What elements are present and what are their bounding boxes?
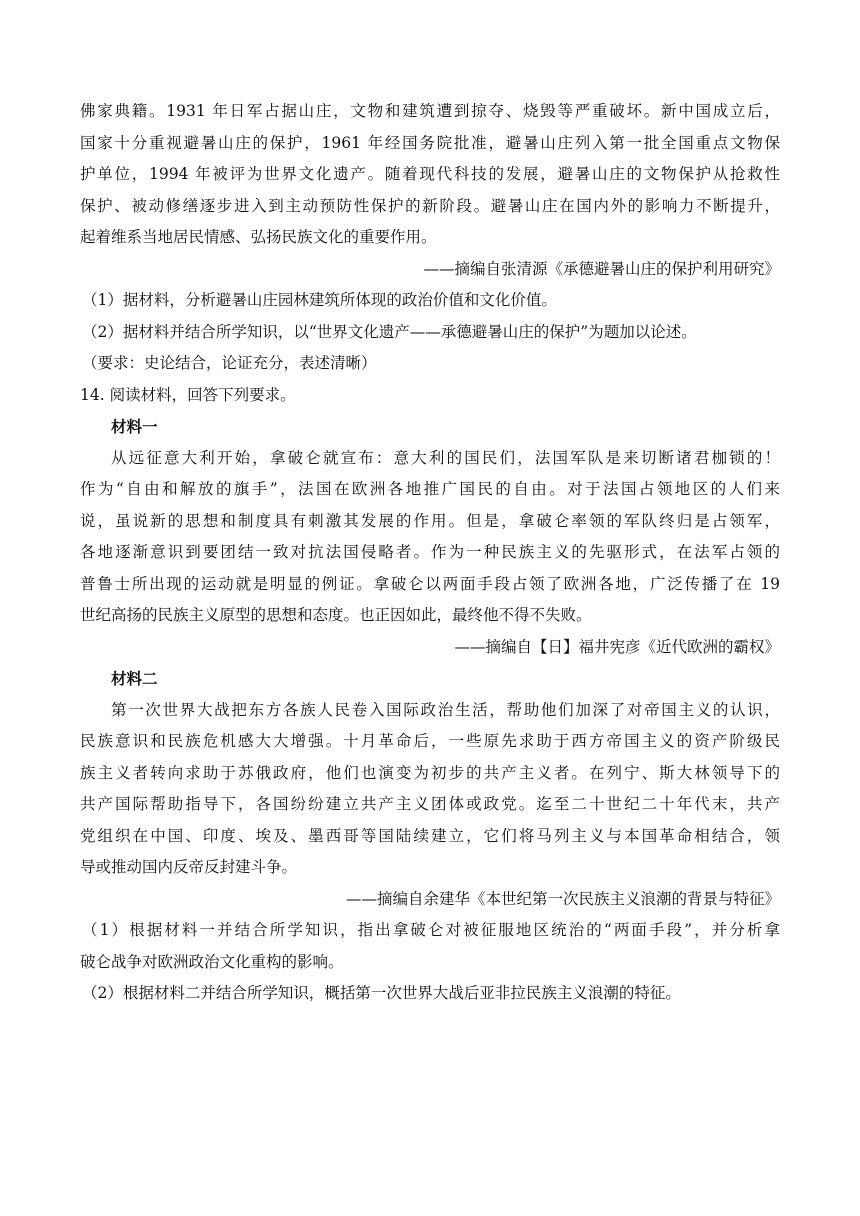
paragraph-line: 佛家典籍。1931 年日军占据山庄，文物和建筑遭到掠夺、烧毁等严重破坏。新中国成立后，	[80, 102, 780, 120]
paragraph-line: 普鲁士所出现的运动就是明显的例证。拿破仑以两面手段占领了欧洲各地，广泛传播了在 19	[80, 574, 780, 593]
paragraph-line: 保护、被动修缮逐步进入到主动预防性保护的新阶段。避暑山庄在国内外的影响力不断提升，	[80, 196, 780, 215]
question-13-1: （1）据材料，分析避暑山庄园林建筑所体现的政治价值和文化价值。	[82, 291, 557, 309]
paragraph-line: 起着维系当地居民情感、弘扬民族文化的重要作用。	[80, 228, 437, 246]
material-1-text	[80, 443, 780, 632]
source-citation: ——摘编自【日】福井宪彦《近代欧洲的霸权》	[454, 637, 780, 656]
question-14-2: （2）根据材料二并结合所学知识，概括第一次世界大战后亚非拉民族主义浪潮的特征。	[82, 984, 681, 1002]
source-citation: ——摘编自余建华《本世纪第一次民族主义浪潮的背景与特征》	[345, 889, 780, 908]
paragraph-line: 各地逐渐意识到要团结一致对抗法国侵略者。作为一种民族主义的先驱形式，在法军占领的	[80, 543, 780, 561]
paragraph-line: 作为“自由和解放的旗手”，法国在欧洲各地推广国民的自由。对于法国占领地区的人们来	[80, 480, 780, 498]
paragraph-line: 世纪高扬的民族主义原型的思想和态度。也正因如此，最终他不得不失败。	[80, 606, 592, 624]
paragraph-line: 共产国际帮助指导下，各国纷纷建立共产主义团体或政党。迄至二十世纪二十年代末，共产	[80, 795, 780, 813]
passage-13-continued	[80, 96, 780, 285]
paragraph-line: 党组织在中国、印度、埃及、墨西哥等国陆续建立，它们将马列主义与本国革命相结合，领	[80, 826, 780, 845]
material-2-text	[80, 695, 780, 884]
question-14-1-continued: 破仑战争对欧洲政治文化重构的影响。	[80, 952, 344, 971]
paragraph-line: 民族意识和民族危机感大大增强。十月革命后，一些原先求助于西方帝国主义的资产阶级民	[80, 732, 780, 750]
paragraph-line: 第一次世界大战把东方各族人民卷入国际政治生活，帮助他们加深了对帝国主义的认识，	[111, 700, 780, 719]
question-13-2: （2）据材料并结合所学知识，以“世界文化遗产——承德避暑山庄的保护”为题加以论述。	[82, 322, 697, 341]
paragraph-line: 族主义者转向求助于苏俄政府，他们也演变为初步的共产主义者。在列宁、斯大林领导下的	[80, 763, 780, 782]
question-13-2-requirement: （要求：史论结合，论证充分，表述清晰）	[82, 354, 377, 372]
material-2-heading: 材料二	[111, 669, 158, 688]
question-14-1: （1）根据材料一并结合所学知识，指出拿破仑对被征服地区统治的“两面手段”，并分析拿	[82, 921, 780, 939]
question-14-title: 14. 阅读材料，回答下列要求。	[80, 385, 296, 404]
paragraph-line: 说，虽说新的思想和制度具有刺激其发展的作用。但是，拿破仑率领的军队终归是占领军，	[80, 511, 780, 530]
paragraph-line: 护单位，1994 年被评为世界文化遗产。随着现代科技的发展，避暑山庄的文物保护从抢救性	[80, 165, 780, 183]
source-citation: ——摘编自张清源《承德避暑山庄的保护利用研究》	[423, 259, 780, 278]
paragraph-line: 从远征意大利开始，拿破仑就宣布：意大利的国民们，法国军队是来切断诸君枷锁的！	[111, 448, 780, 467]
document-content	[80, 96, 780, 1010]
paragraph-line: 国家十分重视避暑山庄的保护，1961 年经国务院批准，避暑山庄列入第一批全国重点文物保	[80, 133, 780, 152]
paragraph-line: 导或推动国内反帝反封建斗争。	[80, 858, 298, 876]
material-1-heading: 材料一	[111, 417, 158, 436]
